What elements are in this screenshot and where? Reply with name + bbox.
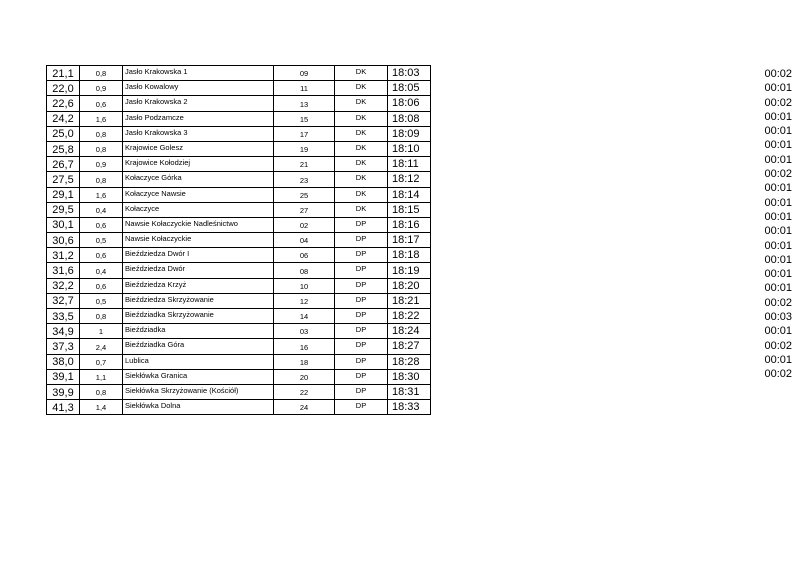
segment-distance-cell: 1,4 (80, 400, 123, 415)
road-type-cell: DK (335, 172, 388, 187)
segment-distance-cell: 0,8 (80, 384, 123, 399)
stop-duration: 00:02 (764, 168, 792, 181)
table-row (47, 141, 431, 156)
stop-code-cell: 02 (274, 217, 335, 232)
stop-name-cell: Jasło Kowalowy (123, 81, 274, 96)
stop-duration: 00:02 (764, 368, 792, 381)
stop-code-cell: 03 (274, 324, 335, 339)
road-type-cell: DK (335, 81, 388, 96)
table-row (47, 369, 431, 384)
segment-distance-cell: 0,6 (80, 278, 123, 293)
stop-name-cell: Jasło Krakowska 2 (123, 96, 274, 111)
segment-distance-cell: 0,9 (80, 81, 123, 96)
km-cell: 32,7 (47, 293, 80, 308)
segment-distance-cell: 0,4 (80, 263, 123, 278)
stop-name-cell: Krajowice Golesz (123, 141, 274, 156)
stop-duration: 00:02 (764, 339, 792, 352)
km-cell: 34,9 (47, 324, 80, 339)
road-type-cell: DK (335, 126, 388, 141)
stop-duration: 00:01 (764, 353, 792, 366)
departure-time-cell: 18:28 (388, 354, 431, 369)
stop-duration: 00:01 (764, 153, 792, 166)
table-row (47, 111, 431, 126)
segment-distance-cell: 0,8 (80, 141, 123, 156)
stop-code-cell: 12 (274, 293, 335, 308)
departure-time-cell: 18:30 (388, 369, 431, 384)
table-row (47, 263, 431, 278)
stop-name-cell: Bieździedza Dwór (123, 263, 274, 278)
stop-code-cell: 16 (274, 339, 335, 354)
segment-distance-cell: 0,6 (80, 96, 123, 111)
stop-duration: 00:01 (764, 182, 792, 195)
stop-code-cell: 08 (274, 263, 335, 278)
table-row (47, 248, 431, 263)
table-row (47, 66, 431, 81)
segment-distance-cell: 0,6 (80, 248, 123, 263)
stop-code-cell: 14 (274, 309, 335, 324)
km-cell: 39,1 (47, 369, 80, 384)
km-cell: 21,1 (47, 66, 80, 81)
stop-name-cell: Jasło Krakowska 1 (123, 66, 274, 81)
road-type-cell: DP (335, 309, 388, 324)
departure-time-cell: 18:18 (388, 248, 431, 263)
stop-code-cell: 24 (274, 400, 335, 415)
stop-duration: 00:01 (764, 239, 792, 252)
stop-name-cell: Siekłówka Granica (123, 369, 274, 384)
road-type-cell: DP (335, 217, 388, 232)
departure-time-cell: 18:20 (388, 278, 431, 293)
stop-name-cell: Krajowice Kołodziej (123, 157, 274, 172)
table-row (47, 81, 431, 96)
km-cell: 37,3 (47, 339, 80, 354)
stop-duration: 00:01 (764, 125, 792, 138)
road-type-cell: DK (335, 66, 388, 81)
departure-time-cell: 18:09 (388, 126, 431, 141)
stop-name-cell: Kołaczyce Górka (123, 172, 274, 187)
road-type-cell: DP (335, 278, 388, 293)
table-row (47, 384, 431, 399)
segment-distance-cell: 1,6 (80, 111, 123, 126)
km-cell: 25,8 (47, 141, 80, 156)
km-cell: 30,6 (47, 233, 80, 248)
segment-distance-cell: 1,6 (80, 187, 123, 202)
table-row (47, 354, 431, 369)
road-type-cell: DP (335, 369, 388, 384)
departure-time-cell: 18:33 (388, 400, 431, 415)
timetable (46, 65, 431, 415)
stop-name-cell: Kołaczyce (123, 202, 274, 217)
km-cell: 38,0 (47, 354, 80, 369)
segment-distance-cell: 1 (80, 324, 123, 339)
segment-distance-cell: 1,1 (80, 369, 123, 384)
stop-name-cell: Bieździadka (123, 324, 274, 339)
km-cell: 31,6 (47, 263, 80, 278)
departure-time-cell: 18:24 (388, 324, 431, 339)
departure-time-cell: 18:11 (388, 157, 431, 172)
stop-name-cell: Siekłówka Skrzyżowanie (Kościół) (123, 384, 274, 399)
km-cell: 41,3 (47, 400, 80, 415)
km-cell: 22,6 (47, 96, 80, 111)
table-row (47, 233, 431, 248)
table-row (47, 339, 431, 354)
km-cell: 39,9 (47, 384, 80, 399)
stop-code-cell: 23 (274, 172, 335, 187)
segment-distance-cell: 0,5 (80, 233, 123, 248)
departure-time-cell: 18:06 (388, 96, 431, 111)
stop-name-cell: Kołaczyce Nawsie (123, 187, 274, 202)
stop-name-cell: Nawsie Kołaczyckie Nadleśnictwo (123, 217, 274, 232)
stop-code-cell: 06 (274, 248, 335, 263)
segment-distance-cell: 0,5 (80, 293, 123, 308)
road-type-cell: DP (335, 293, 388, 308)
stop-name-cell: Nawsie Kołaczyckie (123, 233, 274, 248)
departure-time-cell: 18:05 (388, 81, 431, 96)
stop-name-cell: Bieździedza Krzyż (123, 278, 274, 293)
stop-code-cell: 21 (274, 157, 335, 172)
stop-code-cell: 20 (274, 369, 335, 384)
road-type-cell: DP (335, 354, 388, 369)
table-row (47, 172, 431, 187)
road-type-cell: DP (335, 400, 388, 415)
table-row (47, 309, 431, 324)
stop-code-cell: 13 (274, 96, 335, 111)
departure-time-cell: 18:12 (388, 172, 431, 187)
departure-time-cell: 18:22 (388, 309, 431, 324)
segment-distance-cell: 0,4 (80, 202, 123, 217)
stop-duration: 00:01 (764, 196, 792, 209)
departure-time-cell: 18:21 (388, 293, 431, 308)
km-cell: 24,2 (47, 111, 80, 126)
road-type-cell: DP (335, 384, 388, 399)
table-row (47, 187, 431, 202)
stop-code-cell: 25 (274, 187, 335, 202)
km-cell: 26,7 (47, 157, 80, 172)
road-type-cell: DK (335, 157, 388, 172)
departure-time-cell: 18:17 (388, 233, 431, 248)
stop-name-cell: Bieździedza Dwór I (123, 248, 274, 263)
stop-name-cell: Lublica (123, 354, 274, 369)
stop-duration: 00:01 (764, 82, 792, 95)
km-cell: 27,5 (47, 172, 80, 187)
stop-duration: 00:01 (764, 139, 792, 152)
road-type-cell: DP (335, 233, 388, 248)
road-type-cell: DP (335, 324, 388, 339)
table-row (47, 96, 431, 111)
stop-code-cell: 09 (274, 66, 335, 81)
road-type-cell: DK (335, 96, 388, 111)
segment-distance-cell: 0,8 (80, 66, 123, 81)
segment-distance-cell: 0,7 (80, 354, 123, 369)
stop-code-cell: 15 (274, 111, 335, 126)
departure-time-cell: 18:15 (388, 202, 431, 217)
table-row (47, 217, 431, 232)
departure-time-cell: 18:03 (388, 66, 431, 81)
stop-duration: 00:01 (764, 110, 792, 123)
stop-name-cell: Bieździedza Skrzyżowanie (123, 293, 274, 308)
road-type-cell: DP (335, 263, 388, 278)
stop-code-cell: 10 (274, 278, 335, 293)
stop-duration: 00:01 (764, 253, 792, 266)
stop-name-cell: Bieździadka Góra (123, 339, 274, 354)
table-row (47, 278, 431, 293)
stop-code-cell: 11 (274, 81, 335, 96)
road-type-cell: DK (335, 187, 388, 202)
km-cell: 33,5 (47, 309, 80, 324)
road-type-cell: DK (335, 111, 388, 126)
table-row (47, 126, 431, 141)
departure-time-cell: 18:10 (388, 141, 431, 156)
stop-duration: 00:01 (764, 325, 792, 338)
stop-code-cell: 04 (274, 233, 335, 248)
stop-name-cell: Siekłówka Dolna (123, 400, 274, 415)
segment-distance-cell: 0,6 (80, 217, 123, 232)
stop-duration: 00:01 (764, 282, 792, 295)
stop-duration: 00:02 (764, 96, 792, 109)
segment-distance-cell: 2,4 (80, 339, 123, 354)
departure-time-cell: 18:31 (388, 384, 431, 399)
stop-name-cell: Bieździadka Skrzyżowanie (123, 309, 274, 324)
stop-code-cell: 22 (274, 384, 335, 399)
segment-distance-cell: 0,8 (80, 309, 123, 324)
km-cell: 32,2 (47, 278, 80, 293)
km-cell: 22,0 (47, 81, 80, 96)
km-cell: 25,0 (47, 126, 80, 141)
segment-distance-cell: 0,8 (80, 126, 123, 141)
stop-duration: 00:01 (764, 225, 792, 238)
km-cell: 30,1 (47, 217, 80, 232)
table-row (47, 157, 431, 172)
stop-name-cell: Jasło Podzamcze (123, 111, 274, 126)
segment-distance-cell: 0,8 (80, 172, 123, 187)
road-type-cell: DP (335, 248, 388, 263)
stop-duration: 00:02 (764, 68, 792, 80)
table-row (47, 324, 431, 339)
departure-time-cell: 18:14 (388, 187, 431, 202)
stop-duration-column (752, 67, 792, 382)
km-cell: 31,2 (47, 248, 80, 263)
table-row (47, 293, 431, 308)
road-type-cell: DP (335, 339, 388, 354)
departure-time-cell: 18:27 (388, 339, 431, 354)
stop-duration: 00:02 (764, 296, 792, 309)
stop-code-cell: 19 (274, 141, 335, 156)
stop-name-cell: Jasło Krakowska 3 (123, 126, 274, 141)
road-type-cell: DK (335, 202, 388, 217)
departure-time-cell: 18:08 (388, 111, 431, 126)
departure-time-cell: 18:19 (388, 263, 431, 278)
stop-duration: 00:01 (764, 210, 792, 223)
timetable-body (47, 66, 431, 415)
stop-duration: 00:03 (764, 311, 792, 324)
road-type-cell: DK (335, 141, 388, 156)
km-cell: 29,1 (47, 187, 80, 202)
segment-distance-cell: 0,9 (80, 157, 123, 172)
stop-code-cell: 18 (274, 354, 335, 369)
departure-time-cell: 18:16 (388, 217, 431, 232)
table-row (47, 202, 431, 217)
stop-code-cell: 27 (274, 202, 335, 217)
km-cell: 29,5 (47, 202, 80, 217)
stop-code-cell: 17 (274, 126, 335, 141)
stop-duration: 00:01 (764, 268, 792, 281)
table-row (47, 400, 431, 415)
